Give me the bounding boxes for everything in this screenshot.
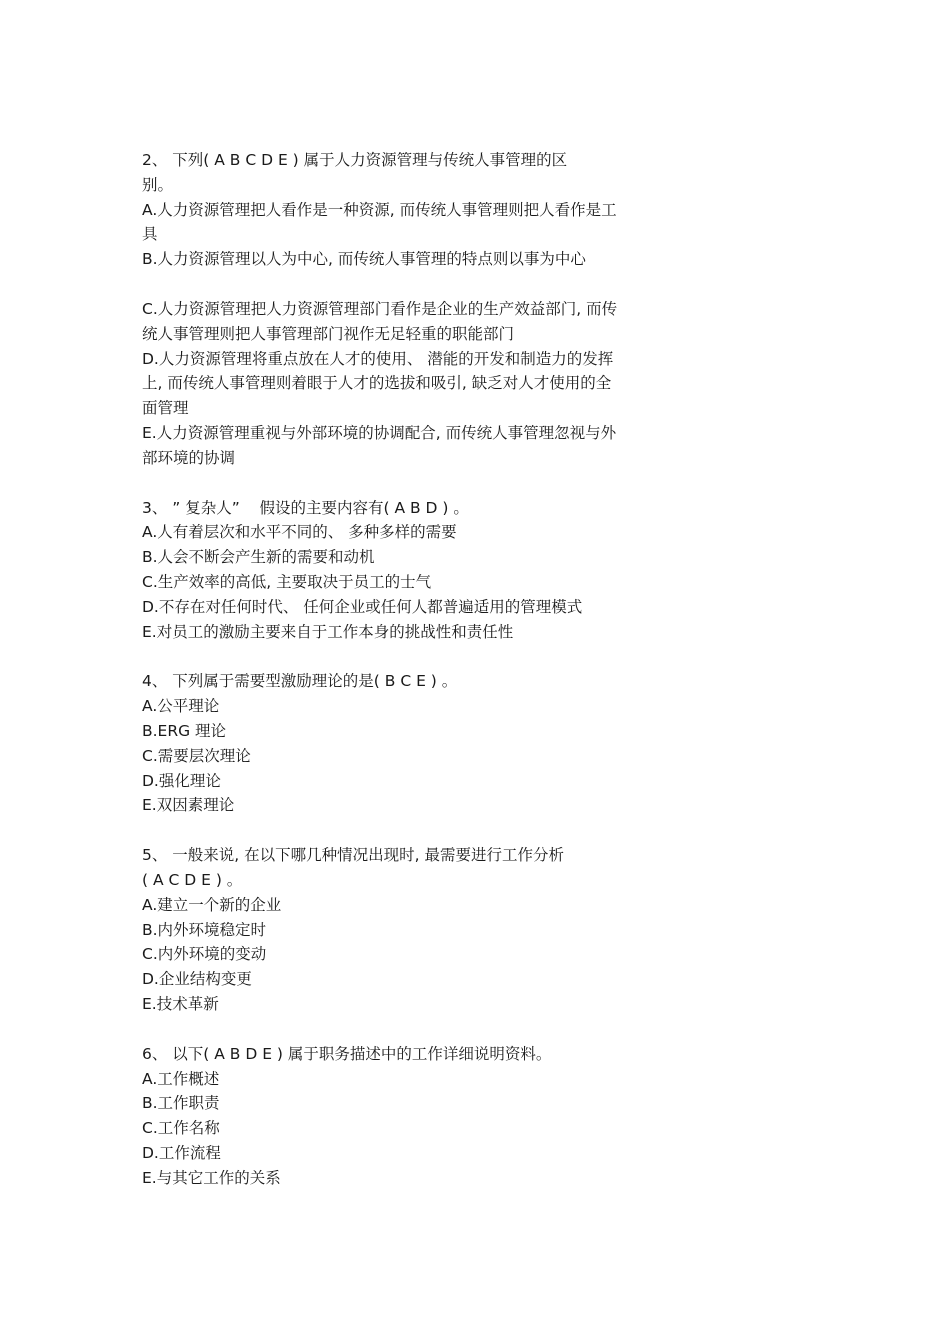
question-3-block (142, 496, 662, 645)
document-page (142, 148, 662, 1215)
option-e: E.与其它工作的关系 (142, 1168, 281, 1187)
option-b: B.内外环境稳定时 (142, 920, 267, 939)
option-b: B.工作职责 (142, 1094, 220, 1113)
option-e: E.对员工的激励主要来自于工作本身的挑战性和责任性 (142, 622, 514, 641)
option-d: D.强化理论 (142, 771, 221, 790)
option-d-cont-2: 面管理 (142, 399, 189, 418)
option-d: D.不存在对任何时代、 任何企业或任何人都普遍适用的管理模式 (142, 597, 583, 616)
question-2-stem: 2、 下列( A B C D E ) 属于人力资源管理与传统人事管理的区 (142, 151, 568, 169)
option-a: A.工作概述 (142, 1069, 220, 1088)
question-2-stem-cont: 别。 (142, 175, 174, 194)
option-a-cont: 具 (142, 225, 158, 244)
option-a: A.公平理论 (142, 697, 220, 716)
question-5-stem: 5、 一般来说, 在以下哪几种情况出现时, 最需要进行工作分析 (142, 846, 564, 865)
question-4-stem: 4、 下列属于需要型激励理论的是( B C E ) 。 (142, 672, 458, 691)
option-e: E.人力资源管理重视与外部环境的协调配合, 而传统人事管理忽视与外 (142, 423, 617, 442)
option-c: C.人力资源管理把人力资源管理部门看作是企业的生产效益部门, 而传 (142, 299, 618, 318)
option-c: C.生产效率的高低, 主要取决于员工的士气 (142, 572, 432, 591)
option-e-cont: 部环境的协调 (142, 448, 236, 467)
option-b: B.ERG 理论 (142, 721, 227, 740)
option-a: A.建立一个新的企业 (142, 895, 282, 914)
option-d: D.企业结构变更 (142, 970, 252, 989)
question-6-block (142, 1042, 662, 1191)
question-5-block (142, 843, 662, 1017)
option-e: E.技术革新 (142, 994, 219, 1013)
question-6-stem: 6、 以下( A B D E ) 属于职务描述中的工作详细说明资料。 (142, 1044, 552, 1063)
question-3-stem: 3、 ” 复杂人” 假设的主要内容有( A B D ) 。 (142, 498, 469, 517)
option-c: C.需要层次理论 (142, 746, 251, 765)
option-b: B.人力资源管理以人为中心, 而传统人事管理的特点则以事为中心 (142, 250, 586, 269)
option-a: A.人力资源管理把人看作是一种资源, 而传统人事管理则把人看作是工 (142, 200, 617, 219)
option-e: E.双因素理论 (142, 796, 235, 815)
question-2-block (142, 148, 662, 272)
question-5-stem-cont: ( A C D E ) 。 (142, 870, 243, 889)
option-a: A.人有着层次和水平不同的、 多种多样的需要 (142, 523, 457, 542)
option-d: D.工作流程 (142, 1143, 221, 1162)
option-c-cont: 统人事管理则把人事管理部门视作无足轻重的职能部门 (142, 324, 515, 343)
option-c: C.内外环境的变动 (142, 945, 267, 964)
question-4-block (142, 669, 662, 818)
option-b: B.人会不断会产生新的需要和动机 (142, 548, 375, 567)
question-2-options-cde (142, 297, 662, 471)
option-c: C.工作名称 (142, 1119, 220, 1138)
option-d-cont: 上, 而传统人事管理则着眼于人才的选拔和吸引, 缺乏对人才使用的全 (142, 374, 612, 393)
option-d: D.人力资源管理将重点放在人才的使用、 潜能的开发和制造力的发挥 (142, 349, 614, 368)
